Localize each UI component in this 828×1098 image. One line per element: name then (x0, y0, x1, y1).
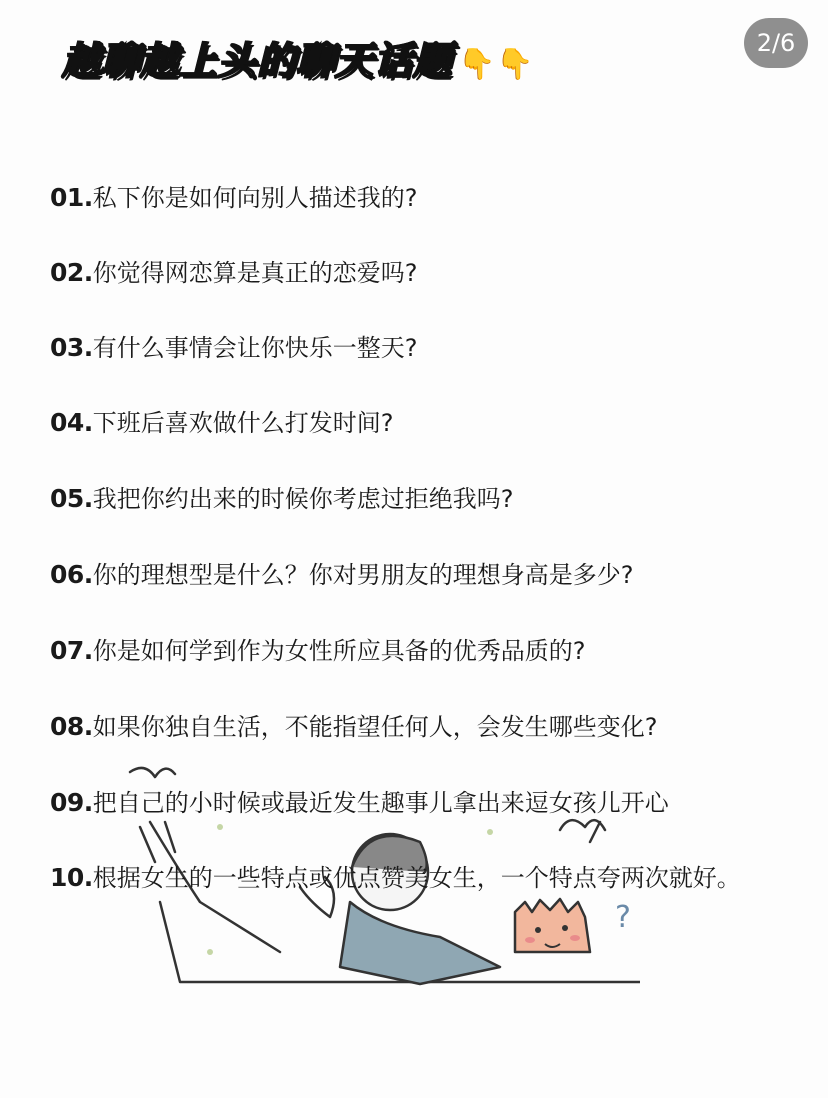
illustration-hand (130, 768, 175, 777)
question-number: 07. (50, 636, 93, 665)
question-text: 根据女生的一些特点或优点赞美女生，一个特点夸两次就好。 (92, 864, 741, 892)
illustration-body (340, 902, 500, 984)
question-item (50, 858, 741, 893)
question-text: 你觉得网恋算是真正的恋爱吗? (92, 259, 418, 287)
question-text: 你是如何学到作为女性所应具备的优秀品质的? (92, 637, 586, 665)
question-text: 私下你是如何向别人描述我的? (92, 184, 418, 212)
question-item (50, 328, 418, 363)
question-mark-icon: ? (615, 900, 631, 935)
question-text: 下班后喜欢做什么打发时间? (92, 409, 394, 437)
question-item (50, 783, 669, 818)
page-title (62, 30, 535, 85)
question-text: 有什么事情会让你快乐一整天? (92, 334, 418, 362)
question-text: 我把你约出来的时候你考虑过拒绝我吗? (92, 485, 514, 513)
question-item (50, 479, 514, 514)
question-number: 06. (50, 560, 93, 589)
question-item (50, 555, 634, 590)
question-number: 09. (50, 788, 93, 817)
question-text: 把自己的小时候或最近发生趣事儿拿出来逗女孩儿开心 (92, 789, 669, 817)
question-item (50, 631, 586, 666)
question-item (50, 253, 418, 288)
question-text: 你的理想型是什么？你对男朋友的理想身高是多少? (92, 561, 634, 589)
question-number: 05. (50, 484, 93, 513)
question-item (50, 178, 418, 213)
question-number: 02. (50, 258, 93, 287)
question-number: 08. (50, 712, 93, 741)
question-number: 10. (50, 863, 93, 892)
question-text: 如果你独自生活，不能指望任何人，会发生哪些变化? (92, 713, 658, 741)
question-number: 01. (50, 183, 93, 212)
question-item (50, 707, 658, 742)
question-item (50, 403, 394, 438)
page-indicator-badge: 2/6 (744, 18, 808, 68)
question-number: 03. (50, 333, 93, 362)
pointing-down-icon: 👇👇 (458, 47, 535, 82)
question-number: 04. (50, 408, 93, 437)
monster-character (515, 899, 590, 952)
title-text: 越聊越上头的聊天话题 (62, 39, 453, 83)
